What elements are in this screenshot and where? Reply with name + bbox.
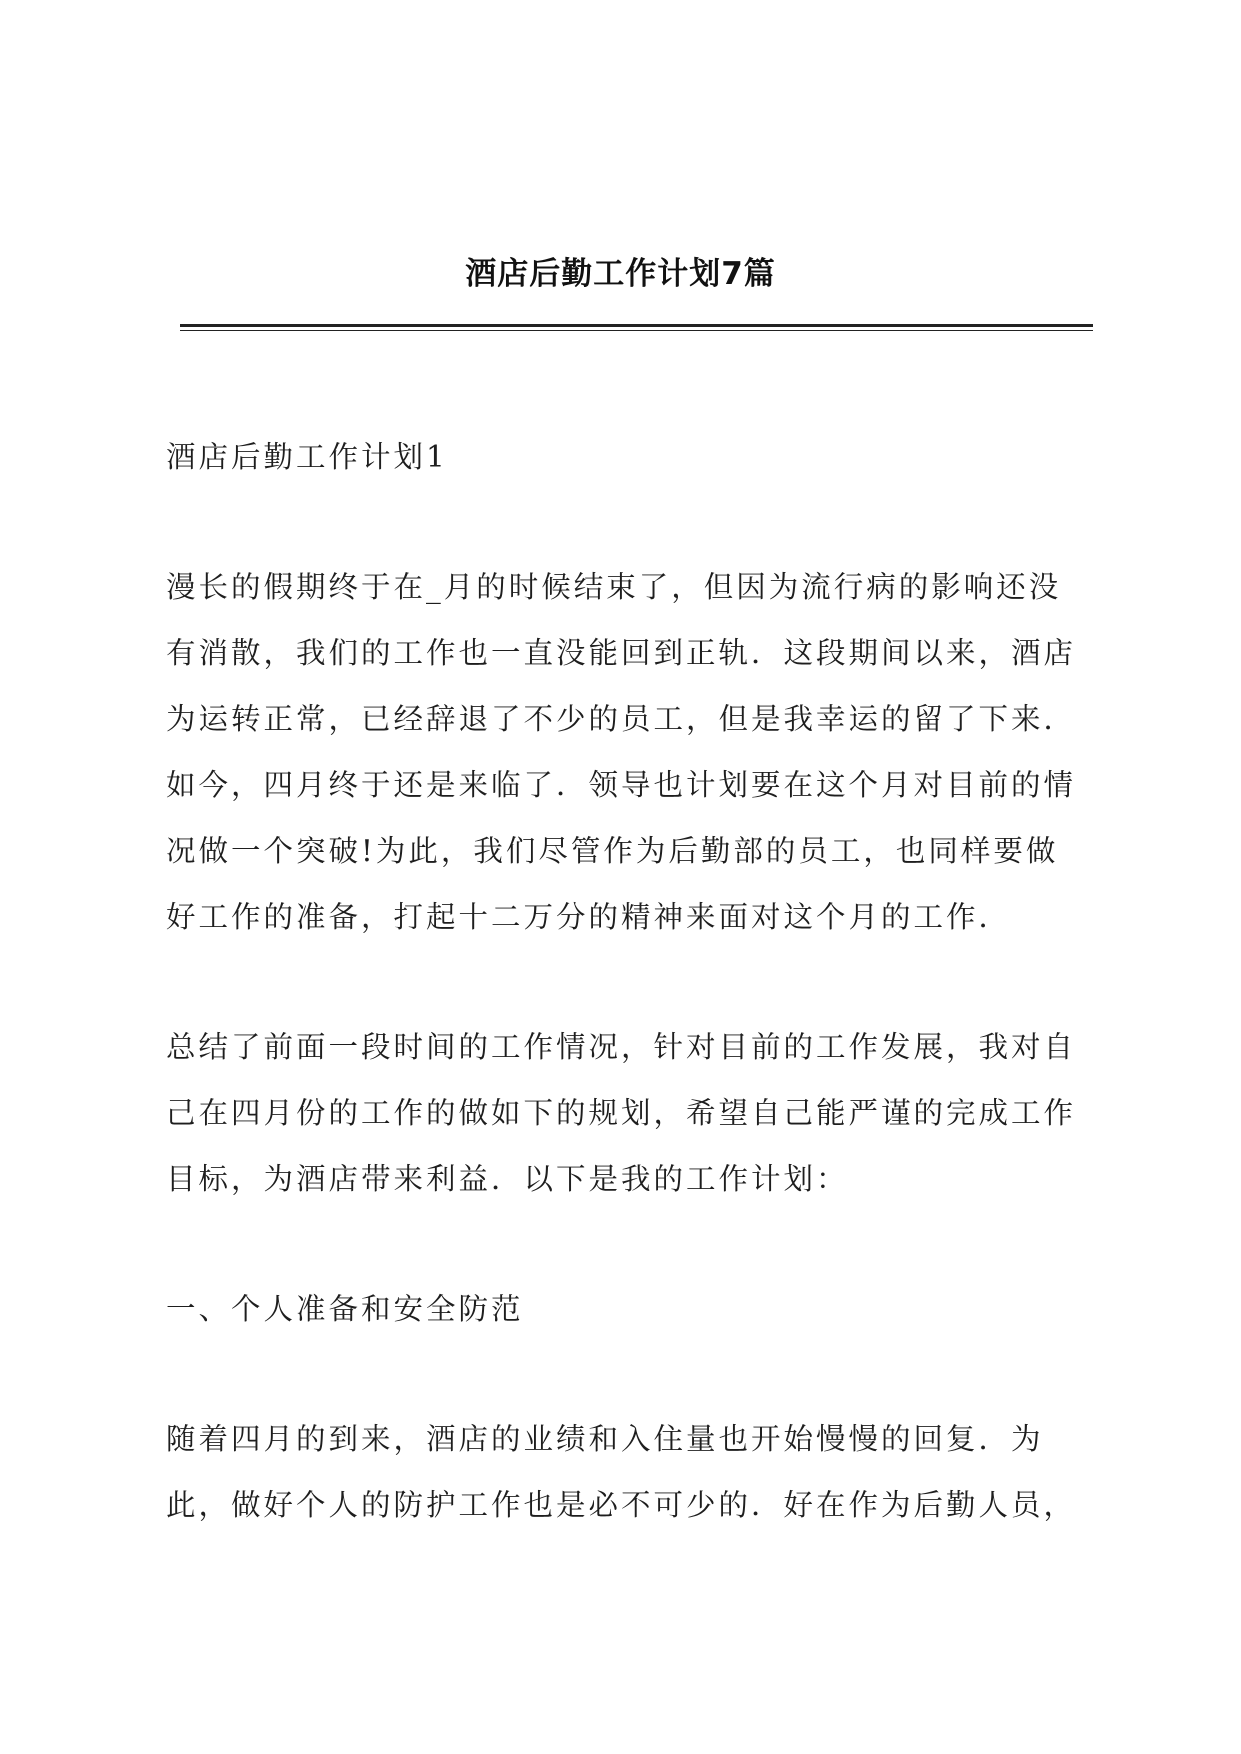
paragraph-intro (166, 554, 1096, 950)
paragraph-line: 随着四月的到来，酒店的业绩和入住量也开始慢慢的回复．为 (166, 1422, 1044, 1456)
paragraph-safety (166, 1406, 1096, 1538)
paragraph-line: 有消散，我们的工作也一直没能回到正轨．这段期间以来，酒店 (166, 636, 1077, 670)
paragraph-line: 如今，四月终于还是来临了．领导也计划要在这个月对目前的情 (166, 768, 1077, 802)
paragraph-spacer (166, 1342, 1096, 1406)
paragraph-line: 况做一个突破!为此，我们尽管作为后勤部的员工，也同样要做 (166, 834, 1059, 868)
paragraph-line: 漫长的假期终于在_月的时候结束了，但因为流行病的影响还没 (166, 570, 1062, 604)
paragraph-line: 为运转正常，已经辞退了不少的员工，但是我幸运的留了下来． (166, 702, 1077, 736)
paragraph-line: 总结了前面一段时间的工作情况，针对目前的工作发展，我对自 (166, 1030, 1077, 1064)
paragraph-line: 己在四月份的工作的做如下的规划，希望自己能严谨的完成工作 (166, 1096, 1077, 1130)
paragraph-line: 此，做好个人的防护工作也是必不可少的．好在作为后勤人员， (166, 1488, 1077, 1522)
paragraph-spacer (166, 1212, 1096, 1276)
title-divider (180, 324, 1093, 331)
paragraph-line: 一、个人准备和安全防范 (166, 1292, 524, 1326)
paragraph-summary (166, 1014, 1096, 1212)
paragraph-spacer (166, 490, 1096, 554)
paragraph-spacer (166, 950, 1096, 1014)
document-title: 酒店后勤工作计划7篇 (465, 256, 776, 292)
paragraph-line: 好工作的准备，打起十二万分的精神来面对这个月的工作． (166, 900, 1012, 934)
paragraph-line: 目标，为酒店带来利益．以下是我的工作计划： (166, 1162, 849, 1196)
document-body (166, 424, 1096, 1538)
subsection-heading (166, 1276, 1096, 1342)
section-heading: 酒店后勤工作计划1 (166, 440, 448, 474)
